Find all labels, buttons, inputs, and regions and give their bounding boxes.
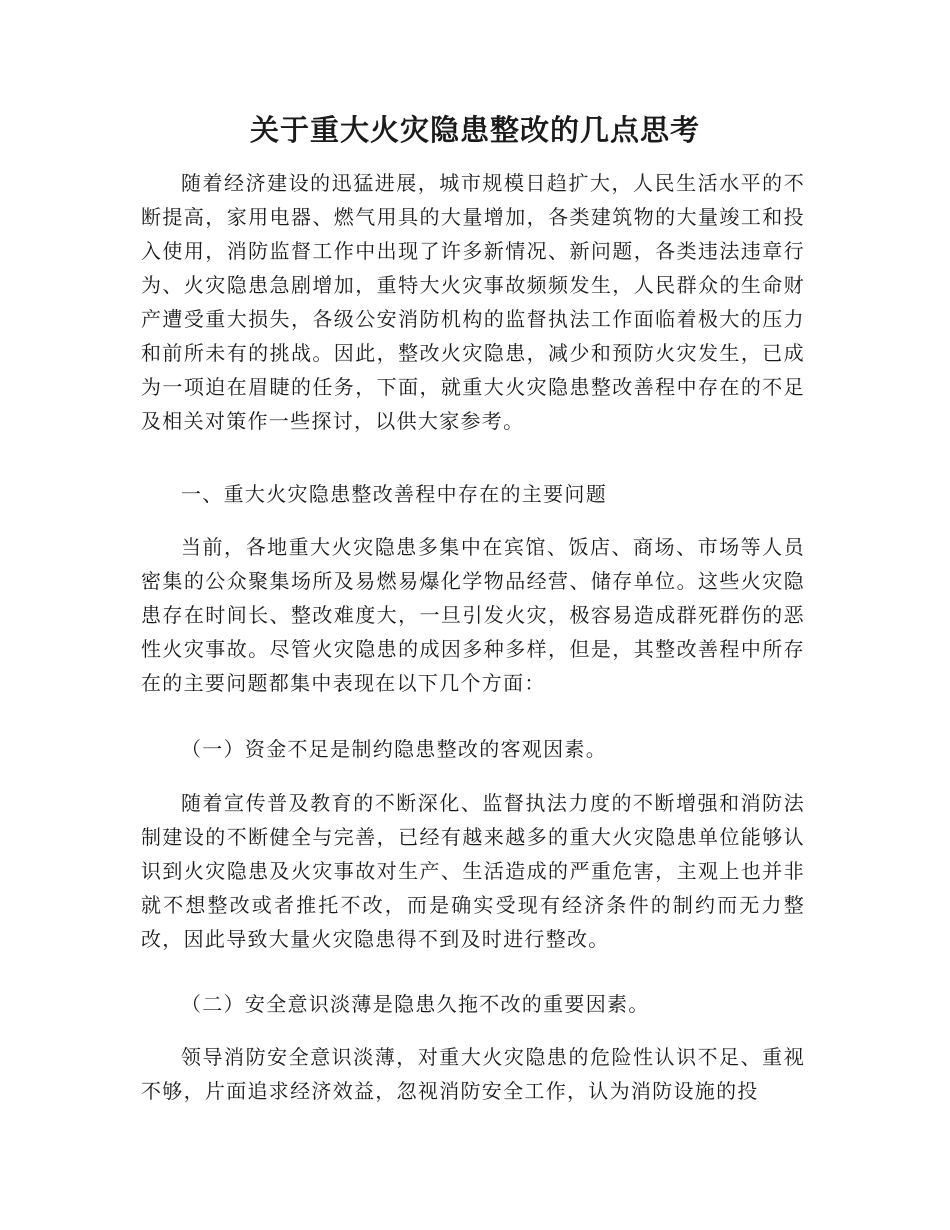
paragraph-current-situation: 当前，各地重大火灾隐患多集中在宾馆、饭店、商场、市场等人员密集的公众聚集场所及易燃易爆化学物品经营、储存单位。这些火灾隐患存在时间长、整改难度大，一旦引发火灾，极容易造成群死群伤的恶性火灾事故。尽管火灾隐患的成因多种多样，但是，其整改善程中所存在的主要问题都集中表现在以下几个方面：: [141, 535, 805, 695]
subheading-safety-awareness: （二）安全意识淡薄是隐患久拖不改的重要因素。: [181, 992, 650, 1016]
paragraph-funding: 随着宣传普及教育的不断深化、监督执法力度的不断增强和消防法制建设的不断健全与完善，已经有越来越多的重大火灾隐患单位能够认识到火灾隐患及火灾事故对生产、生活造成的严重危害，主观上也并非就不想整改或者推托不改，而是确实受现有经济条件的制约而无力整改，因此导致大量火灾隐患得不到及时进行整改。: [141, 791, 805, 951]
section-heading-main-problems: 一、重大火灾隐患整改善程中存在的主要问题: [181, 482, 607, 506]
paragraph-intro: 随着经济建设的迅猛进展，城市规模日趋扩大，人民生活水平的不断提高，家用电器、燃气用具的大量增加，各类建筑物的大量竣工和投入使用，消防监督工作中出现了许多新情况、新问题，各类违法违章行为、火灾隐患急剧增加，重特大火灾事故频频发生，人民群众的生命财产遭受重大损失，各级公安消防机构的监督执法工作面临着极大的压力和前所未有的挑战。因此，整改火灾隐患，减少和预防火灾发生，已成为一项迫在眉睫的任务，下面，就重大火灾隐患整改善程中存在的不足及相关对策作一些探讨，以供大家参考。: [141, 171, 805, 433]
document-title: 关于重大火灾隐患整改的几点思考: [249, 113, 700, 147]
subheading-funding: （一）资金不足是制约隐患整改的客观因素。: [181, 737, 607, 761]
paragraph-safety-awareness: 领导消防安全意识淡薄，对重大火灾隐患的危险性认识不足、重视不够，片面追求经济效益，忽视消防安全工作，认为消防设施的投: [141, 1045, 805, 1103]
